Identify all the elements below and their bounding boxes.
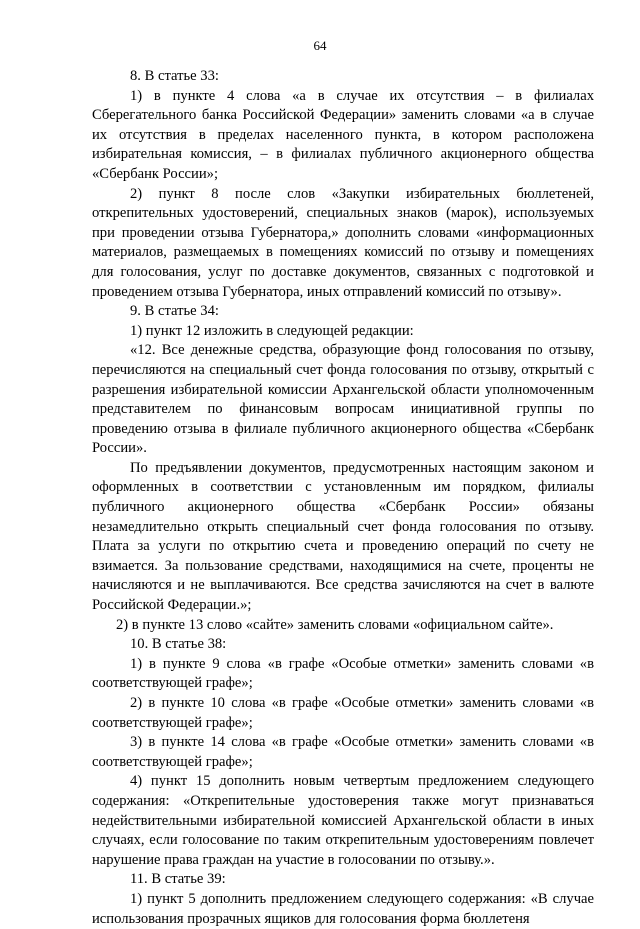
paragraph: 1) пункт 12 изложить в следующей редакции: [130,322,414,339]
page-number: 64 [313,38,327,53]
paragraph: 1) пункт 5 дополнить предложением следующего содержания: «В случае использования прозрачных ящиков для голосования форма бюллетеня [92,890,594,927]
section-heading-article-33: 8. В статье 33: [130,68,219,84]
section-heading-article-34: 9. В статье 34: [130,303,219,320]
paragraph: «12. Все денежные средства, образующие фонд голосования по отзыву, перечисляются на специальный счет фонда голосования по отзыву, открытый с разрешения избирательной комиссии Архангельской области уполномоченным представителем по финансовым вопросам инициативной группы по проведению отзыва в филиале публичного акционерного общества «Сбербанк России». [92,342,594,457]
paragraph: 4) пункт 15 дополнить новым четвертым предложением следующего содержания: «Открепительные удостоверения также могут признаваться недействительными избирательной комиссией Архангельской области в иных случаях, если голосование по таким открепительным удостоверениям повлечет нарушение права граждан на участие в голосовании по отзыву.». [92,773,594,868]
paragraph: 2) в пункте 13 слово «сайте» заменить словами «официальном сайте». [116,616,554,633]
paragraph: По предъявлении документов, предусмотренных настоящим законом и оформленных в соответствии с установленным им порядком, филиалы публичного акционерного общества «Сбербанк России» обязаны незамедлительно открыть специальный счет фонда голосования по отзыву. Плата за услуги по открытию счета и проведению операций по счету не взимается. За пользование средствами, находящимися на счете, проценты не начисляются и не выплачиваются. Все средства зачисляются на счет в валюте Российской Федерации.»; [92,459,594,614]
document-body [92,67,594,929]
paragraph: 1) в пункте 9 слова «в графе «Особые отметки» заменить словами «в соответствующей графе»; [92,655,594,692]
section-heading-article-38: 10. В статье 38: [130,636,227,653]
paragraph: 1) в пункте 4 слова «а в случае их отсутствия – в филиалах Сберегательного банка Российской Федерации» заменить словами «а в случае их отсутствия в пределах населенного пункта, в котором расположена избирательная комиссия, – в филиалах публичного акционерного общества «Сбербанк России»; [92,87,594,182]
paragraph: 2) пункт 8 после слов «Закупки избирательных бюллетеней, открепительных удостоверений, специальных знаков (марок), используемых при проведении отзыва Губернатора,» дополнить словами «информационных материалов, размещаемых в помещениях комиссий по отзыву и помещениях для голосования, услуг по доставке документов, связанных с подготовкой и проведением отзыва Губернатора, иных отправлений комиссий по отзыву». [92,185,594,300]
section-heading-article-39: 11. В статье 39: [130,871,226,888]
paragraph: 3) в пункте 14 слова «в графе «Особые отметки» заменить словами «в соответствующей графе»; [92,734,594,770]
paragraph: 2) в пункте 10 слова «в графе «Особые отметки» заменить словами «в соответствующей графе»; [92,695,594,731]
